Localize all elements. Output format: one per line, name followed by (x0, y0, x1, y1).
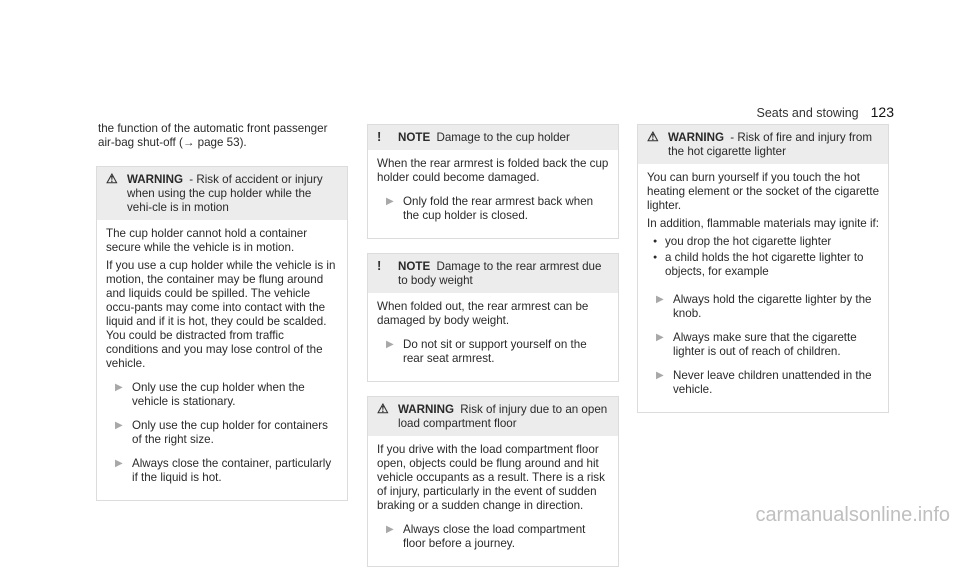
note-box-rear-armrest (367, 253, 619, 382)
arrow-icon: ▶ (386, 524, 394, 535)
note-title: Damage to the rear armrest due to body weight (398, 260, 602, 287)
page-number: 123 (870, 104, 894, 120)
arrow-icon: ▶ (115, 382, 123, 393)
instruction-step: ▶ Always close the container, particularly if the liquid is hot. (115, 457, 332, 484)
warning-header (638, 125, 888, 164)
section-title: Seats and stowing (756, 106, 859, 120)
warning-icon: ⚠ (377, 401, 389, 416)
arrow-icon: ▶ (656, 370, 664, 381)
instruction-step: ▶ Always hold the cigarette lighter by the knob. (656, 293, 872, 320)
page-header (756, 104, 894, 120)
bullet-list (647, 235, 880, 279)
note-box-cup-holder (367, 124, 619, 239)
warning-icon: ⚠ (106, 171, 118, 186)
instruction-step: ▶ Always close the load compartment floor before a journey. (386, 523, 586, 550)
warning-title: Risk of injury due to an open load compartment floor (398, 403, 608, 430)
note-header (368, 125, 618, 150)
note-keyword: NOTE (398, 131, 431, 144)
arrow-icon: ▶ (386, 339, 394, 350)
warning-title: - Risk of fire and injury from the hot cigarette lighter (668, 131, 873, 158)
note-title: Damage to the cup holder (436, 131, 570, 144)
warning-keyword: WARNING (398, 403, 455, 416)
list-item: ● a child holds the hot cigarette lighter to objects, for example (653, 251, 864, 278)
watermark: carmanualsonline.info (755, 504, 950, 526)
note-body (368, 150, 618, 238)
note-header (368, 254, 618, 293)
column-3 (637, 124, 889, 427)
instruction-step: ▶ Only use the cup holder for containers of the right size. (115, 419, 328, 446)
note-body (368, 293, 618, 381)
warning-box-cigarette-lighter (637, 124, 889, 413)
bullet-icon: ● (653, 254, 658, 261)
note-paragraph: When the rear armrest is folded back the cup holder could become damaged. (377, 157, 609, 184)
note-paragraph: When folded out, the rear armrest can be damaged by body weight. (377, 300, 589, 327)
warning-paragraph: If you drive with the load compartment floor open, objects could be flung around and hit vehicle occupants as a result. There is a risk of injury, particularly in the event of sudden braking or a sudden change in direction. (377, 443, 605, 512)
instruction-step: ▶ Do not sit or support yourself on the rear seat armrest. (386, 338, 587, 365)
arrow-icon: ▶ (386, 196, 394, 207)
note-icon: ! (377, 258, 382, 273)
warning-title: - Risk of accident or injury when using the cup holder while the vehi-cle is in motion (127, 173, 323, 214)
column-1 (96, 124, 348, 515)
warning-box-cup-holder (96, 166, 348, 501)
arrow-icon: ▶ (115, 420, 123, 431)
warning-body (97, 220, 347, 500)
arrow-icon: ▶ (115, 458, 123, 469)
note-keyword: NOTE (398, 260, 431, 273)
warning-paragraph: The cup holder cannot hold a container secure while the vehicle is in motion. (106, 227, 308, 254)
warning-paragraph: In addition, flammable materials may ignite if: (647, 217, 879, 230)
warning-icon: ⚠ (647, 129, 659, 144)
warning-header (97, 167, 347, 220)
warning-header (368, 397, 618, 436)
instruction-step: ▶ Only use the cup holder when the vehicle is stationary. (115, 381, 305, 408)
column-2 (367, 124, 619, 581)
arrow-icon: ▶ (656, 294, 664, 305)
warning-paragraph: You can burn yourself if you touch the hot heating element or the socket of the cigarette lighter. (647, 171, 880, 212)
warning-paragraph: If you use a cup holder while the vehicle is in motion, the container may be flung around and liquids could be spilled. The vehicle occu-pants may come into contact with the liquid and if it is hot, they could be scalded. You could be distracted from traffic conditions and you may lose control of the vehicle. (106, 259, 336, 370)
intro-text: the function of the automatic front passenger air-bag shut-off (→ page 53). (98, 122, 328, 149)
instruction-step: ▶ Never leave children unattended in the vehicle. (656, 369, 872, 396)
note-icon: ! (377, 129, 382, 144)
arrow-icon: ▶ (656, 332, 664, 343)
warning-body (368, 436, 618, 566)
warning-keyword: WARNING (127, 173, 184, 186)
warning-box-load-floor (367, 396, 619, 567)
warning-keyword: WARNING (668, 131, 725, 144)
warning-body (638, 164, 888, 412)
instruction-step: ▶ Only fold the rear armrest back when the cup holder is closed. (386, 195, 594, 222)
bullet-icon: ● (653, 238, 658, 245)
list-item: ● you drop the hot cigarette lighter (653, 235, 832, 248)
instruction-step: ▶ Always make sure that the cigarette lighter is out of reach of children. (656, 331, 857, 358)
